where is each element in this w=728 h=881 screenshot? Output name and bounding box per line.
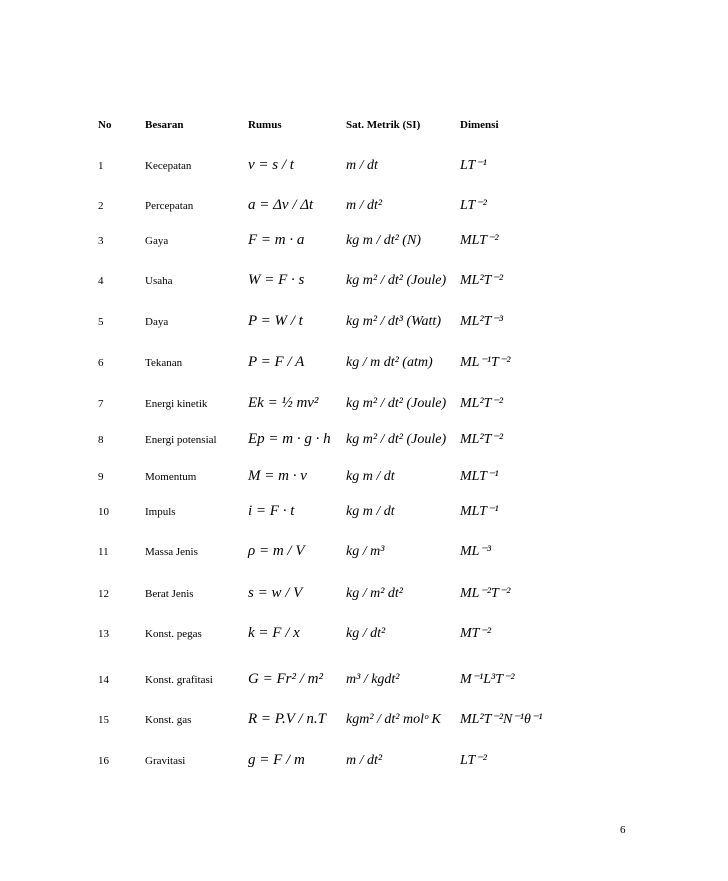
- row-besaran: Daya: [145, 316, 169, 328]
- row-number: 3: [98, 235, 104, 247]
- row-satuan: kg / m dt² (atm): [346, 355, 433, 370]
- row-number: 15: [98, 714, 109, 726]
- table-row: [0, 443, 728, 483]
- row-number: 8: [98, 434, 104, 446]
- header-rumus: Rumus: [248, 119, 282, 131]
- row-dimensi: ML²T⁻²: [460, 396, 504, 411]
- row-rumus: R = P.V / n.T: [248, 711, 326, 727]
- row-besaran: Massa Jenis: [145, 546, 198, 558]
- row-number: 7: [98, 398, 104, 410]
- row-number: 11: [98, 546, 109, 558]
- row-number: 14: [98, 674, 109, 686]
- table-row: [0, 207, 728, 247]
- header-besaran: Besaran: [145, 119, 184, 131]
- row-rumus: M = m · v: [248, 468, 307, 484]
- row-satuan: m / dt: [346, 158, 378, 173]
- row-satuan: kg m² / dt² (Joule): [346, 432, 447, 447]
- row-rumus: i = F · t: [248, 503, 295, 519]
- row-satuan: m / dt²: [346, 198, 383, 213]
- row-satuan: kg m / dt: [346, 504, 395, 519]
- table-row: [0, 686, 728, 726]
- row-number: 9: [98, 471, 104, 483]
- row-besaran: Gaya: [145, 235, 169, 247]
- row-besaran: Tekanan: [145, 357, 183, 369]
- row-dimensi: MLT⁻²: [460, 233, 499, 248]
- row-rumus: P = F / A: [248, 354, 305, 370]
- row-rumus: v = s / t: [248, 157, 294, 173]
- row-number: 5: [98, 316, 104, 328]
- row-rumus: W = F · s: [248, 272, 305, 288]
- header-dimensi: Dimensi: [460, 119, 499, 131]
- header-no: No: [98, 119, 112, 131]
- row-besaran: Konst. gas: [145, 714, 192, 726]
- row-rumus: P = W / t: [248, 313, 303, 329]
- row-rumus: Ek = ½ mv²: [248, 395, 319, 411]
- row-besaran: Konst. grafitasi: [145, 674, 213, 686]
- row-satuan: kg m / dt² (N): [346, 233, 421, 248]
- row-besaran: Impuls: [145, 506, 176, 518]
- row-rumus: g = F / m: [248, 752, 305, 768]
- row-dimensi: ML⁻¹T⁻²: [460, 355, 511, 370]
- row-rumus: ρ = m / V: [248, 543, 305, 559]
- row-dimensi: ML⁻³: [460, 544, 492, 559]
- row-dimensi: LT⁻¹: [460, 158, 487, 173]
- row-dimensi: LT⁻²: [460, 198, 487, 213]
- row-satuan: kg m² / dt² (Joule): [346, 273, 447, 288]
- row-besaran: Berat Jenis: [145, 588, 194, 600]
- table-row: [0, 329, 728, 369]
- row-satuan: kg m² / dt³ (Watt): [346, 314, 441, 329]
- row-rumus: a = Δv / Δt: [248, 197, 314, 213]
- row-besaran: Energi potensial: [145, 434, 217, 446]
- row-dimensi: MLT⁻¹: [460, 469, 499, 484]
- row-rumus: s = w / V: [248, 585, 303, 601]
- row-number: 16: [98, 755, 109, 767]
- row-satuan: kg / dt²: [346, 626, 386, 641]
- row-besaran: Energi kinetik: [145, 398, 208, 410]
- row-number: 1: [98, 160, 104, 172]
- table-row: [0, 560, 728, 600]
- table-row: [0, 370, 728, 410]
- table-row: [0, 518, 728, 558]
- table-row: [0, 646, 728, 686]
- row-besaran: Gravitasi: [145, 755, 186, 767]
- row-dimensi: ML²T⁻²: [460, 432, 504, 447]
- row-satuan: m / dt²: [346, 753, 383, 768]
- row-satuan: kg / m² dt²: [346, 586, 403, 601]
- row-rumus: F = m · a: [248, 232, 305, 248]
- row-number: 6: [98, 357, 104, 369]
- row-dimensi: MLT⁻¹: [460, 504, 499, 519]
- row-dimensi: ML²T⁻²N⁻¹θ⁻¹: [460, 712, 543, 727]
- table-row: [0, 132, 728, 172]
- row-besaran: Momentum: [145, 471, 197, 483]
- row-besaran: Konst. pegas: [145, 628, 202, 640]
- row-satuan: m³ / kgdt²: [346, 672, 400, 687]
- page-number: 6: [620, 824, 626, 836]
- row-satuan: kg / m³: [346, 544, 385, 559]
- row-rumus: G = Fr² / m²: [248, 671, 323, 687]
- row-number: 10: [98, 506, 109, 518]
- row-number: 12: [98, 588, 109, 600]
- row-satuan: kg m / dt: [346, 469, 395, 484]
- row-satuan: kgm² / dt² molᵒ K: [346, 712, 441, 727]
- row-besaran: Percepatan: [145, 200, 194, 212]
- row-satuan: kg m² / dt² (Joule): [346, 396, 447, 411]
- table-row: [0, 247, 728, 287]
- row-dimensi: MT⁻²: [460, 626, 492, 641]
- row-besaran: Kecepatan: [145, 160, 192, 172]
- table-row: [0, 288, 728, 328]
- row-number: 13: [98, 628, 109, 640]
- row-dimensi: LT⁻²: [460, 753, 487, 768]
- table-row: [0, 727, 728, 767]
- row-dimensi: M⁻¹L³T⁻²: [460, 672, 515, 687]
- row-rumus: k = F / x: [248, 625, 300, 641]
- table-row: [0, 172, 728, 212]
- row-dimensi: ML²T⁻³: [460, 314, 504, 329]
- row-number: 4: [98, 275, 104, 287]
- table-row: [0, 600, 728, 640]
- row-besaran: Usaha: [145, 275, 173, 287]
- row-dimensi: ML²T⁻²: [460, 273, 504, 288]
- row-dimensi: ML⁻²T⁻²: [460, 586, 511, 601]
- table-row: [0, 478, 728, 518]
- table-row: [0, 406, 728, 446]
- header-satuan: Sat. Metrik (SI): [346, 119, 421, 131]
- row-number: 2: [98, 200, 104, 212]
- row-rumus: Ep = m · g · h: [248, 431, 331, 447]
